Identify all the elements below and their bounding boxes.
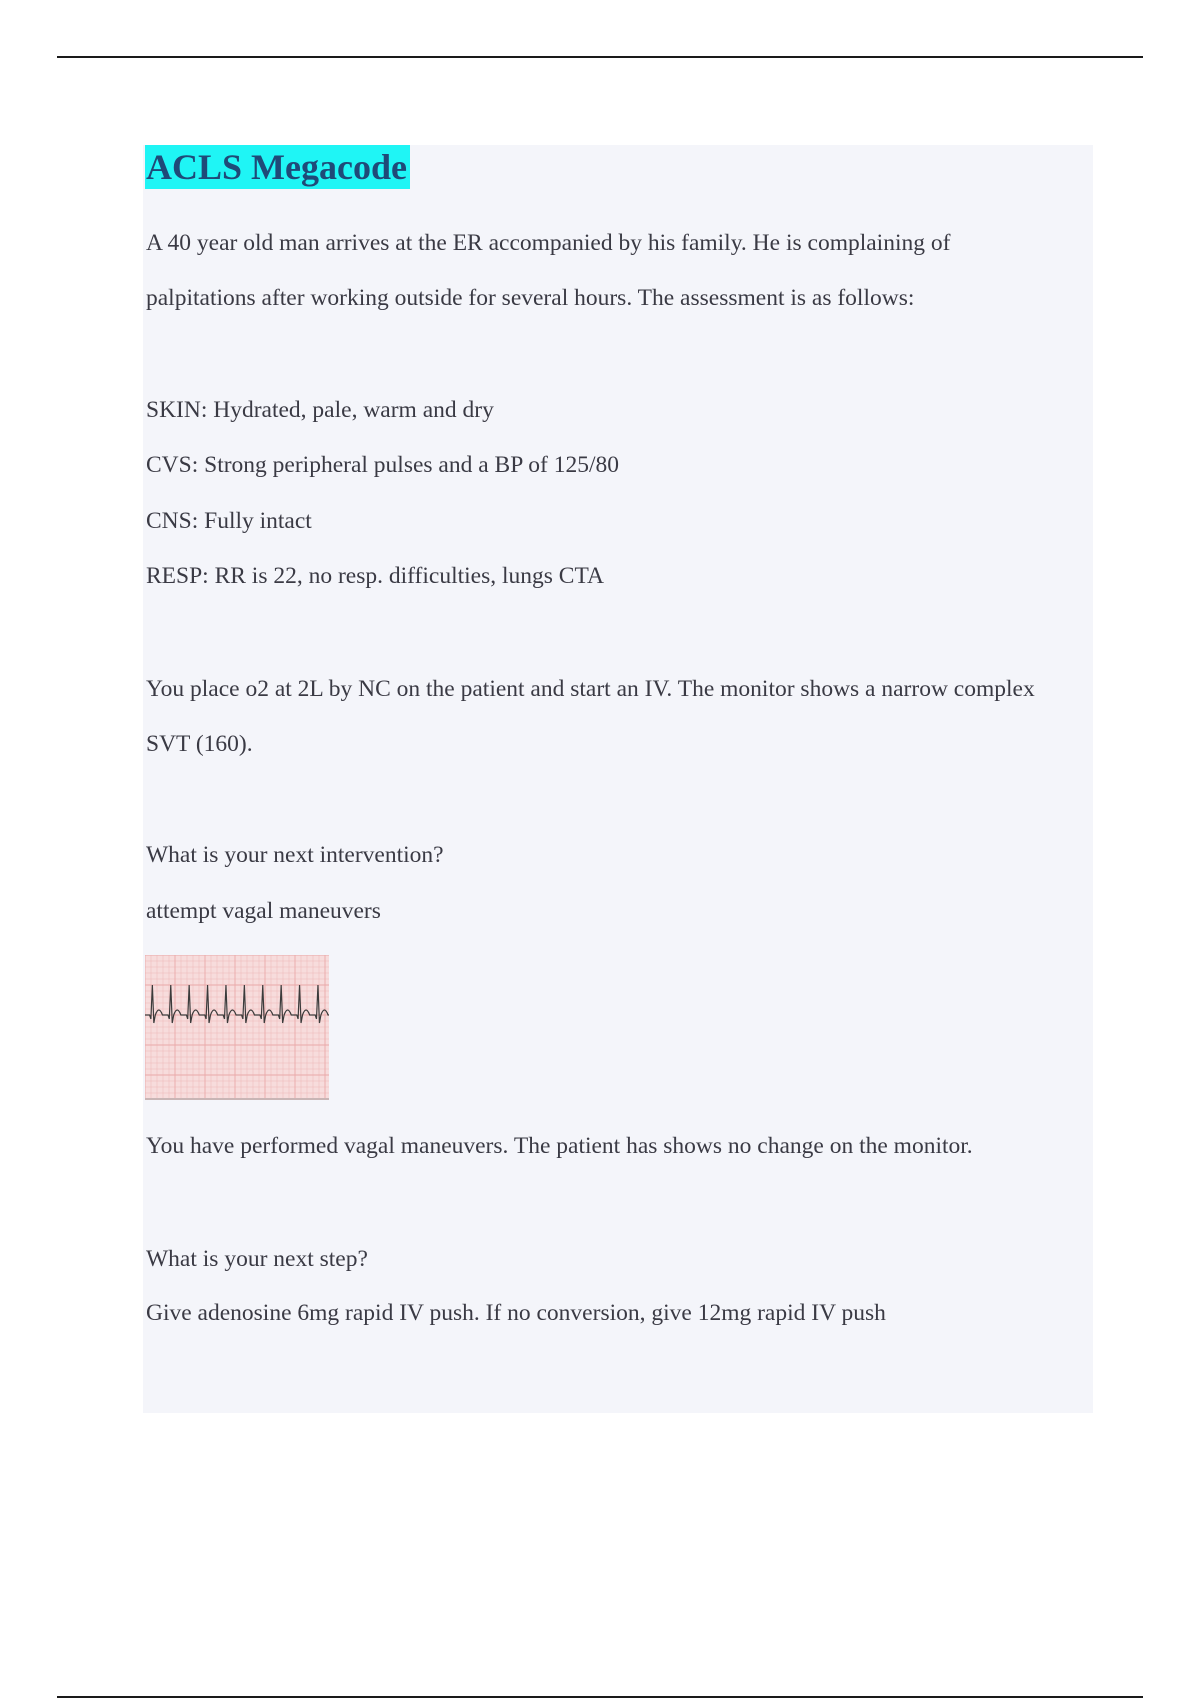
ecg-strip-graphic	[145, 955, 329, 1098]
assessment-cns: CNS: Fully intact	[146, 508, 312, 534]
top-rule	[57, 56, 1143, 58]
scenario-line-2: palpitations after working outside for several hours. The assessment is as follows:	[146, 285, 915, 311]
ecg-grid	[145, 955, 329, 1098]
ecg-trace	[145, 985, 329, 1023]
question-2: What is your next step?	[146, 1246, 368, 1272]
answer-1: attempt vagal maneuvers	[146, 898, 381, 924]
ecg-strip-icon	[145, 955, 329, 1100]
assessment-resp: RESP: RR is 22, no resp. difficulties, lungs CTA	[146, 563, 604, 589]
page-title: ACLS Megacode	[145, 145, 410, 189]
question-1: What is your next intervention?	[146, 842, 444, 868]
after-vagal-text: You have performed vagal maneuvers. The patient has shows no change on the monitor.	[146, 1133, 973, 1159]
content-panel	[143, 145, 1093, 1413]
scenario-line-1: A 40 year old man arrives at the ER accompanied by his family. He is complaining of	[146, 230, 951, 256]
bottom-rule	[57, 1696, 1143, 1698]
assessment-cvs: CVS: Strong peripheral pulses and a BP of 125/80	[146, 452, 620, 478]
monitor-line-2: SVT (160).	[146, 731, 253, 757]
answer-2: Give adenosine 6mg rapid IV push. If no conversion, give 12mg rapid IV push	[146, 1300, 886, 1326]
monitor-line-1: You place o2 at 2L by NC on the patient and start an IV. The monitor shows a narrow complex	[146, 676, 1035, 702]
assessment-skin: SKIN: Hydrated, pale, warm and dry	[146, 397, 494, 423]
